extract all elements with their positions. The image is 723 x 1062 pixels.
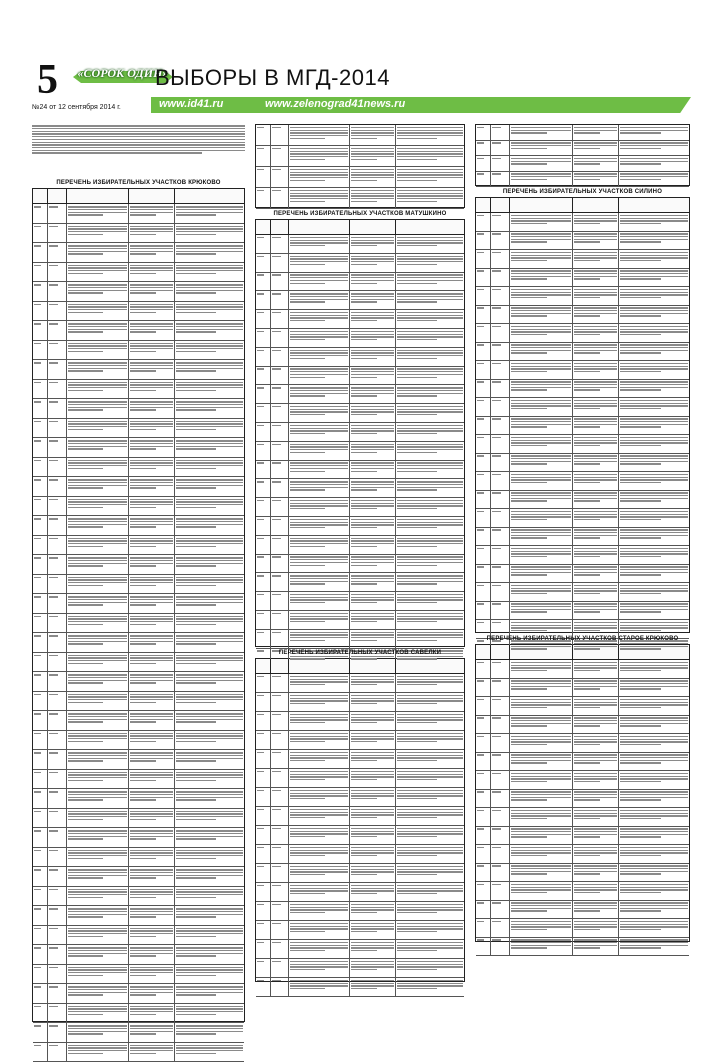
table-row xyxy=(476,753,689,772)
section-title-staroe-kryukovo: ПЕРЕЧЕНЬ ИЗБИРАТЕЛЬНЫХ УЧАСТКОВ СТАРОЕ КРЮКОВО xyxy=(486,636,679,642)
table-row xyxy=(256,273,464,292)
table-row xyxy=(476,156,689,172)
table-row xyxy=(476,435,689,454)
table-row xyxy=(476,141,689,157)
table-row xyxy=(476,472,689,491)
table-row xyxy=(256,864,464,883)
table-row xyxy=(476,602,689,621)
table-row xyxy=(33,497,244,517)
table-row xyxy=(33,672,244,692)
table-row xyxy=(256,712,464,731)
table-row xyxy=(476,250,689,269)
table-row xyxy=(33,965,244,985)
table-row xyxy=(33,419,244,439)
site-url-2[interactable]: www.zelenograd41news.ru xyxy=(265,98,406,110)
table-row xyxy=(33,789,244,809)
table-row xyxy=(33,653,244,673)
column-right xyxy=(475,124,690,942)
table-row xyxy=(33,828,244,848)
table-row xyxy=(33,614,244,634)
table-row xyxy=(33,438,244,458)
table-row xyxy=(476,417,689,436)
section-title-matushkino: ПЕРЕЧЕНЬ ИЗБИРАТЕЛЬНЫХ УЧАСТКОВ МАТУШКИНО xyxy=(273,211,447,217)
table-row xyxy=(33,750,244,770)
table-staroe-kryukovo xyxy=(475,644,690,942)
table-row xyxy=(33,594,244,614)
table-row xyxy=(256,630,464,649)
table-row xyxy=(256,310,464,329)
table-row xyxy=(476,679,689,698)
table-silino xyxy=(475,197,690,633)
table-row xyxy=(256,978,464,997)
table-row xyxy=(33,848,244,868)
table-row xyxy=(33,984,244,1004)
table-row xyxy=(33,555,244,575)
table-row xyxy=(33,380,244,400)
table-row xyxy=(476,269,689,288)
table-row xyxy=(476,398,689,417)
table-kryukovo-cont xyxy=(255,124,465,208)
table-row xyxy=(476,546,689,565)
table-row xyxy=(256,442,464,461)
table-row xyxy=(476,808,689,827)
column-middle xyxy=(255,124,465,982)
table-row xyxy=(256,750,464,769)
page-title: ВЫБОРЫ В МГД-2014 xyxy=(155,65,390,90)
table-row xyxy=(256,693,464,712)
table-row xyxy=(33,1043,244,1062)
table-row xyxy=(476,172,689,188)
table-kryukovo xyxy=(32,188,245,1022)
url-bar xyxy=(151,97,691,113)
table-row xyxy=(256,731,464,750)
issue-date: №24 от 12 сентября 2014 г. xyxy=(32,104,121,111)
table-row xyxy=(33,536,244,556)
table-row xyxy=(476,734,689,753)
table-row xyxy=(476,287,689,306)
table-row xyxy=(33,282,244,302)
table-header xyxy=(476,198,689,213)
table-row xyxy=(256,902,464,921)
table-row xyxy=(33,458,244,478)
table-row xyxy=(33,360,244,380)
table-row xyxy=(33,1004,244,1024)
table-row xyxy=(476,213,689,232)
table-row xyxy=(33,1023,244,1043)
table-row xyxy=(256,611,464,630)
title-box xyxy=(155,63,685,97)
table-savelki xyxy=(255,658,465,982)
table-row xyxy=(33,302,244,322)
column-left xyxy=(32,124,245,1022)
table-row xyxy=(33,692,244,712)
table-matushkino-cont xyxy=(475,124,690,186)
table-row xyxy=(256,188,464,209)
table-row xyxy=(33,945,244,965)
table-row xyxy=(33,711,244,731)
table-row xyxy=(476,716,689,735)
table-row xyxy=(256,573,464,592)
section-title-silino: ПЕРЕЧЕНЬ ИЗБИРАТЕЛЬНЫХ УЧАСТКОВ СИЛИНО xyxy=(502,189,663,195)
table-row xyxy=(256,348,464,367)
table-row xyxy=(476,827,689,846)
brand-text: «СОРОК ОДИН» xyxy=(77,66,169,80)
table-row xyxy=(33,770,244,790)
table-row xyxy=(476,771,689,790)
table-row xyxy=(256,536,464,555)
table-row xyxy=(256,826,464,845)
table-row xyxy=(33,906,244,926)
table-row xyxy=(256,940,464,959)
table-row xyxy=(256,845,464,864)
table-row xyxy=(256,385,464,404)
table-row xyxy=(33,516,244,536)
table-row xyxy=(476,864,689,883)
page-number: 5 xyxy=(37,57,58,103)
table-row xyxy=(256,125,464,146)
table-matushkino xyxy=(255,219,465,647)
table-row xyxy=(33,926,244,946)
table-row xyxy=(476,938,689,957)
table-row xyxy=(476,845,689,864)
table-row xyxy=(256,517,464,536)
table-row xyxy=(256,367,464,386)
table-row xyxy=(476,343,689,362)
table-row xyxy=(476,660,689,679)
table-row xyxy=(476,306,689,325)
table-row xyxy=(256,167,464,188)
table-row xyxy=(256,291,464,310)
table-row xyxy=(476,583,689,602)
table-row xyxy=(33,243,244,263)
table-row xyxy=(33,321,244,341)
table-row xyxy=(256,555,464,574)
table-row xyxy=(256,807,464,826)
table-header xyxy=(256,659,464,674)
table-row xyxy=(256,883,464,902)
table-row xyxy=(33,263,244,283)
table-row xyxy=(33,341,244,361)
section-title-savelki: ПЕРЕЧЕНЬ ИЗБИРАТЕЛЬНЫХ УЧАСТКОВ САВЕЛКИ xyxy=(278,650,442,656)
table-row xyxy=(33,809,244,829)
table-row xyxy=(33,575,244,595)
table-row xyxy=(476,528,689,547)
table-row xyxy=(476,232,689,251)
table-row xyxy=(256,788,464,807)
table-row xyxy=(476,361,689,380)
table-row xyxy=(476,125,689,141)
table-row xyxy=(256,592,464,611)
table-header xyxy=(476,645,689,660)
table-row xyxy=(476,565,689,584)
table-row xyxy=(256,423,464,442)
table-row xyxy=(476,790,689,809)
table-row xyxy=(33,633,244,653)
table-row xyxy=(476,509,689,528)
site-url-1[interactable]: www.id41.ru xyxy=(159,98,224,110)
table-row xyxy=(476,919,689,938)
table-row xyxy=(476,882,689,901)
table-row xyxy=(256,479,464,498)
table-row xyxy=(33,887,244,907)
table-row xyxy=(256,146,464,167)
table-row xyxy=(256,674,464,693)
table-row xyxy=(33,204,244,224)
table-row xyxy=(256,769,464,788)
table-row xyxy=(256,254,464,273)
table-row xyxy=(476,901,689,920)
table-row xyxy=(33,477,244,497)
intro-text xyxy=(32,125,245,177)
section-title-kryukovo: ПЕРЕЧЕНЬ ИЗБИРАТЕЛЬНЫХ УЧАСТКОВ КРЮКОВО xyxy=(56,180,221,187)
table-row xyxy=(476,454,689,473)
masthead xyxy=(33,55,693,117)
table-row xyxy=(256,498,464,517)
table-row xyxy=(476,380,689,399)
table-row xyxy=(476,491,689,510)
table-row xyxy=(256,921,464,940)
table-row xyxy=(256,235,464,254)
table-row xyxy=(476,697,689,716)
table-row xyxy=(33,399,244,419)
table-row xyxy=(33,224,244,244)
table-row xyxy=(256,461,464,480)
table-row xyxy=(33,731,244,751)
table-row xyxy=(256,404,464,423)
table-header xyxy=(256,220,464,235)
table-row xyxy=(256,329,464,348)
table-row xyxy=(476,324,689,343)
table-row xyxy=(33,867,244,887)
table-header xyxy=(33,189,244,204)
table-row xyxy=(256,959,464,978)
